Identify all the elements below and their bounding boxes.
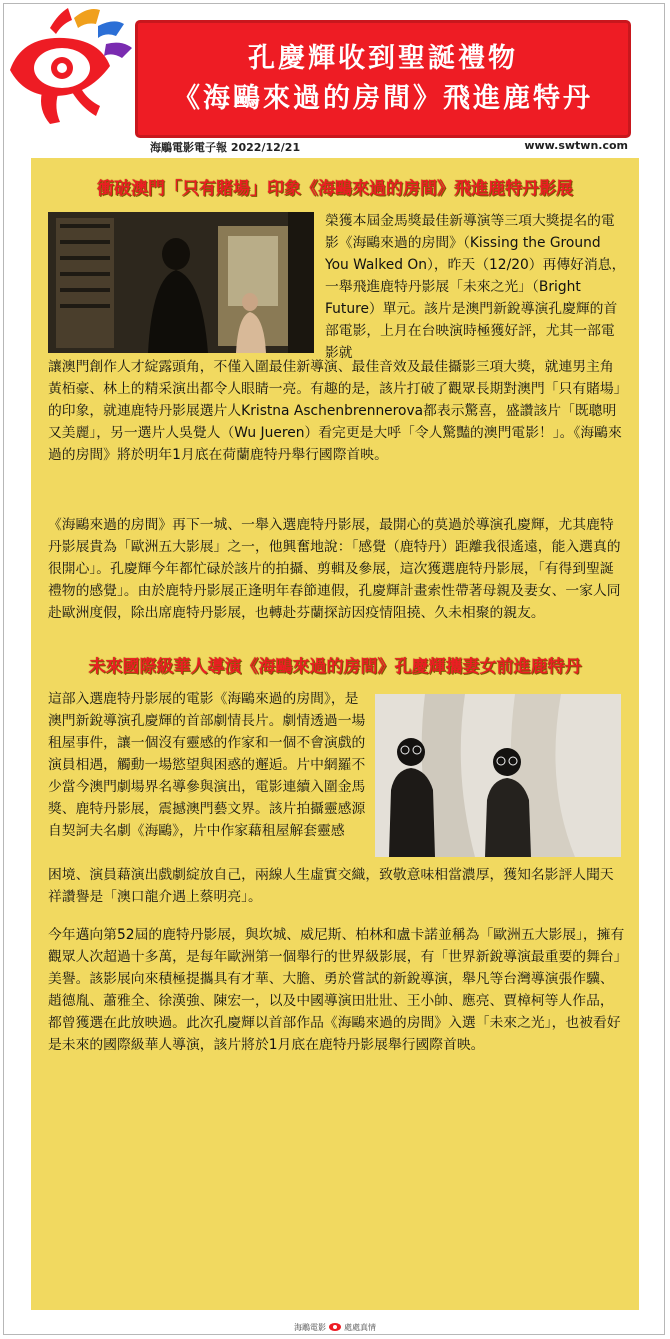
section2-para1-wrap: 這部入選鹿特丹影展的電影《海鷗來過的房間》，是澳門新銳導演孔慶輝的首部劇情長片。劇情透過一場租屋事件，讓一個沒有靈感的作家和一個不會演戲的演員相遇，觸動一場慾望與困惑的邂逅。片中網羅不少當今澳門劇場界名導參與演出，電影連續入圍金馬獎、鹿特丹影展，震撼澳門藝文界。該片拍攝靈感源自契訶夫名劇《海鷗》，片中作家藉租屋解套靈感 <box>48 691 366 839</box>
meta-row <box>150 139 628 155</box>
title-line-1: 孔慶輝收到聖誕禮物 <box>248 43 518 74</box>
section1-heading: 衝破澳門「只有賭場」印象《海鷗來過的房間》飛進鹿特丹影展 <box>97 179 573 199</box>
website-link[interactable]: www.swtwn.com <box>524 139 628 152</box>
section2-heading: 未來國際級華人導演《海鷗來過的房間》孔慶輝攜妻女前進鹿特丹 <box>88 657 582 677</box>
section1-para1-wrap: 榮獲本屆金馬獎最佳新導演等三項大獎提名的電影《海鷗來過的房間》（Kissing the Ground You Walked On），昨天（12/20）再傳好消息，一舉飛進鹿特丹影展「未來之光」（Bright Future）單元。該片是澳門新銳導演孔慶輝的首部電影，上月在台映演時極獲好評，尤其一部電影就 <box>325 213 626 361</box>
film-still-two-men-icon <box>48 212 314 353</box>
footer-left-text: 海鵰電影 <box>294 1322 326 1332</box>
title-line-2: 《海鷗來過的房間》飛進鹿特丹 <box>173 83 593 114</box>
swtwn-eye-logo-icon <box>2 0 140 130</box>
film-still-photo <box>48 212 314 353</box>
footer-logo-icon <box>328 1321 342 1333</box>
section1-para1-full: 讓澳門創作人才綻露頭角，不僅入圍最佳新導演、最佳音效及最佳攝影三項大獎，就連男主角黃栢豪、林上的精采演出都令人眼睛一亮。有趣的是，該片打破了觀眾長期對澳門「只有賭場」的印象，就連鹿特丹影展選片人Kristna Aschenbrennerova都表示驚喜，盛讚該片「既聰明又美麗」，另一選片人吳覺人（Wu Jueren）看完更是大呼「令人驚豔的澳門電影！」。《海鷗來過的房間》將於明年1月底在荷蘭鹿特丹舉行國際首映。 <box>48 359 622 463</box>
title-banner <box>135 20 631 138</box>
section1-para2: 《海鷗來過的房間》再下一城、一舉入選鹿特丹影展，最開心的莫過於導演孔慶輝，尤其鹿特丹影展貴為「歐洲五大影展」之一，他興奮地說：「感覺（鹿特丹）距離我很遙遠，能入選真的很開心」。孔慶輝今年都忙碌於該片的拍攝、剪輯及參展，這次獲選鹿特丹影展，「有得到聖誕禮物的感覺」。由於鹿特丹影展正逢明年春節連假，孔慶輝計畫索性帶著母親及妻女、一家人同赴歐洲度假，除出席鹿特丹影展，也轉赴芬蘭探訪因疫情阻撓、久未相聚的親友。 <box>48 517 621 621</box>
section2-para2: 今年邁向第52屆的鹿特丹影展，與坎城、威尼斯、柏林和盧卡諾並稱為「歐洲五大影展」，擁有觀眾人次超過十多萬，是每年歐洲第一個舉行的世界級影展，有「世界新銳導演最重要的舞台」美譽。該影展向來積極提攜具有才華、大膽、勇於嘗試的新銳導演，舉凡等台灣導演張作驥、趙德胤、蕭雅全、徐漢強、陳宏一，以及中國導演田壯壯、王小帥、應亮、賈樟柯等人作品，都曾獲選在此放映過。此次孔慶輝以首部作品《海鷗來過的房間》入選「未來之光」，也被看好是未來的國際級華人導演，該片將於1月底在鹿特丹影展舉行國際首映。 <box>48 927 625 1053</box>
portrait-two-people-icon <box>375 694 621 857</box>
article-panel <box>31 158 639 1310</box>
portrait-photo <box>375 694 621 857</box>
footer <box>0 1318 670 1336</box>
section2-para1-full: 困境、演員藉演出戲劇綻放自己，兩線人生虛實交織，致敬意味相當濃厚，獲知名影評人聞天祥讚譽是「澳口龍介遇上蔡明亮」。 <box>48 867 614 905</box>
footer-right-text: 處處真情 <box>344 1322 376 1332</box>
publication-date: 海鵰電影電子報 2022/12/21 <box>150 141 301 154</box>
